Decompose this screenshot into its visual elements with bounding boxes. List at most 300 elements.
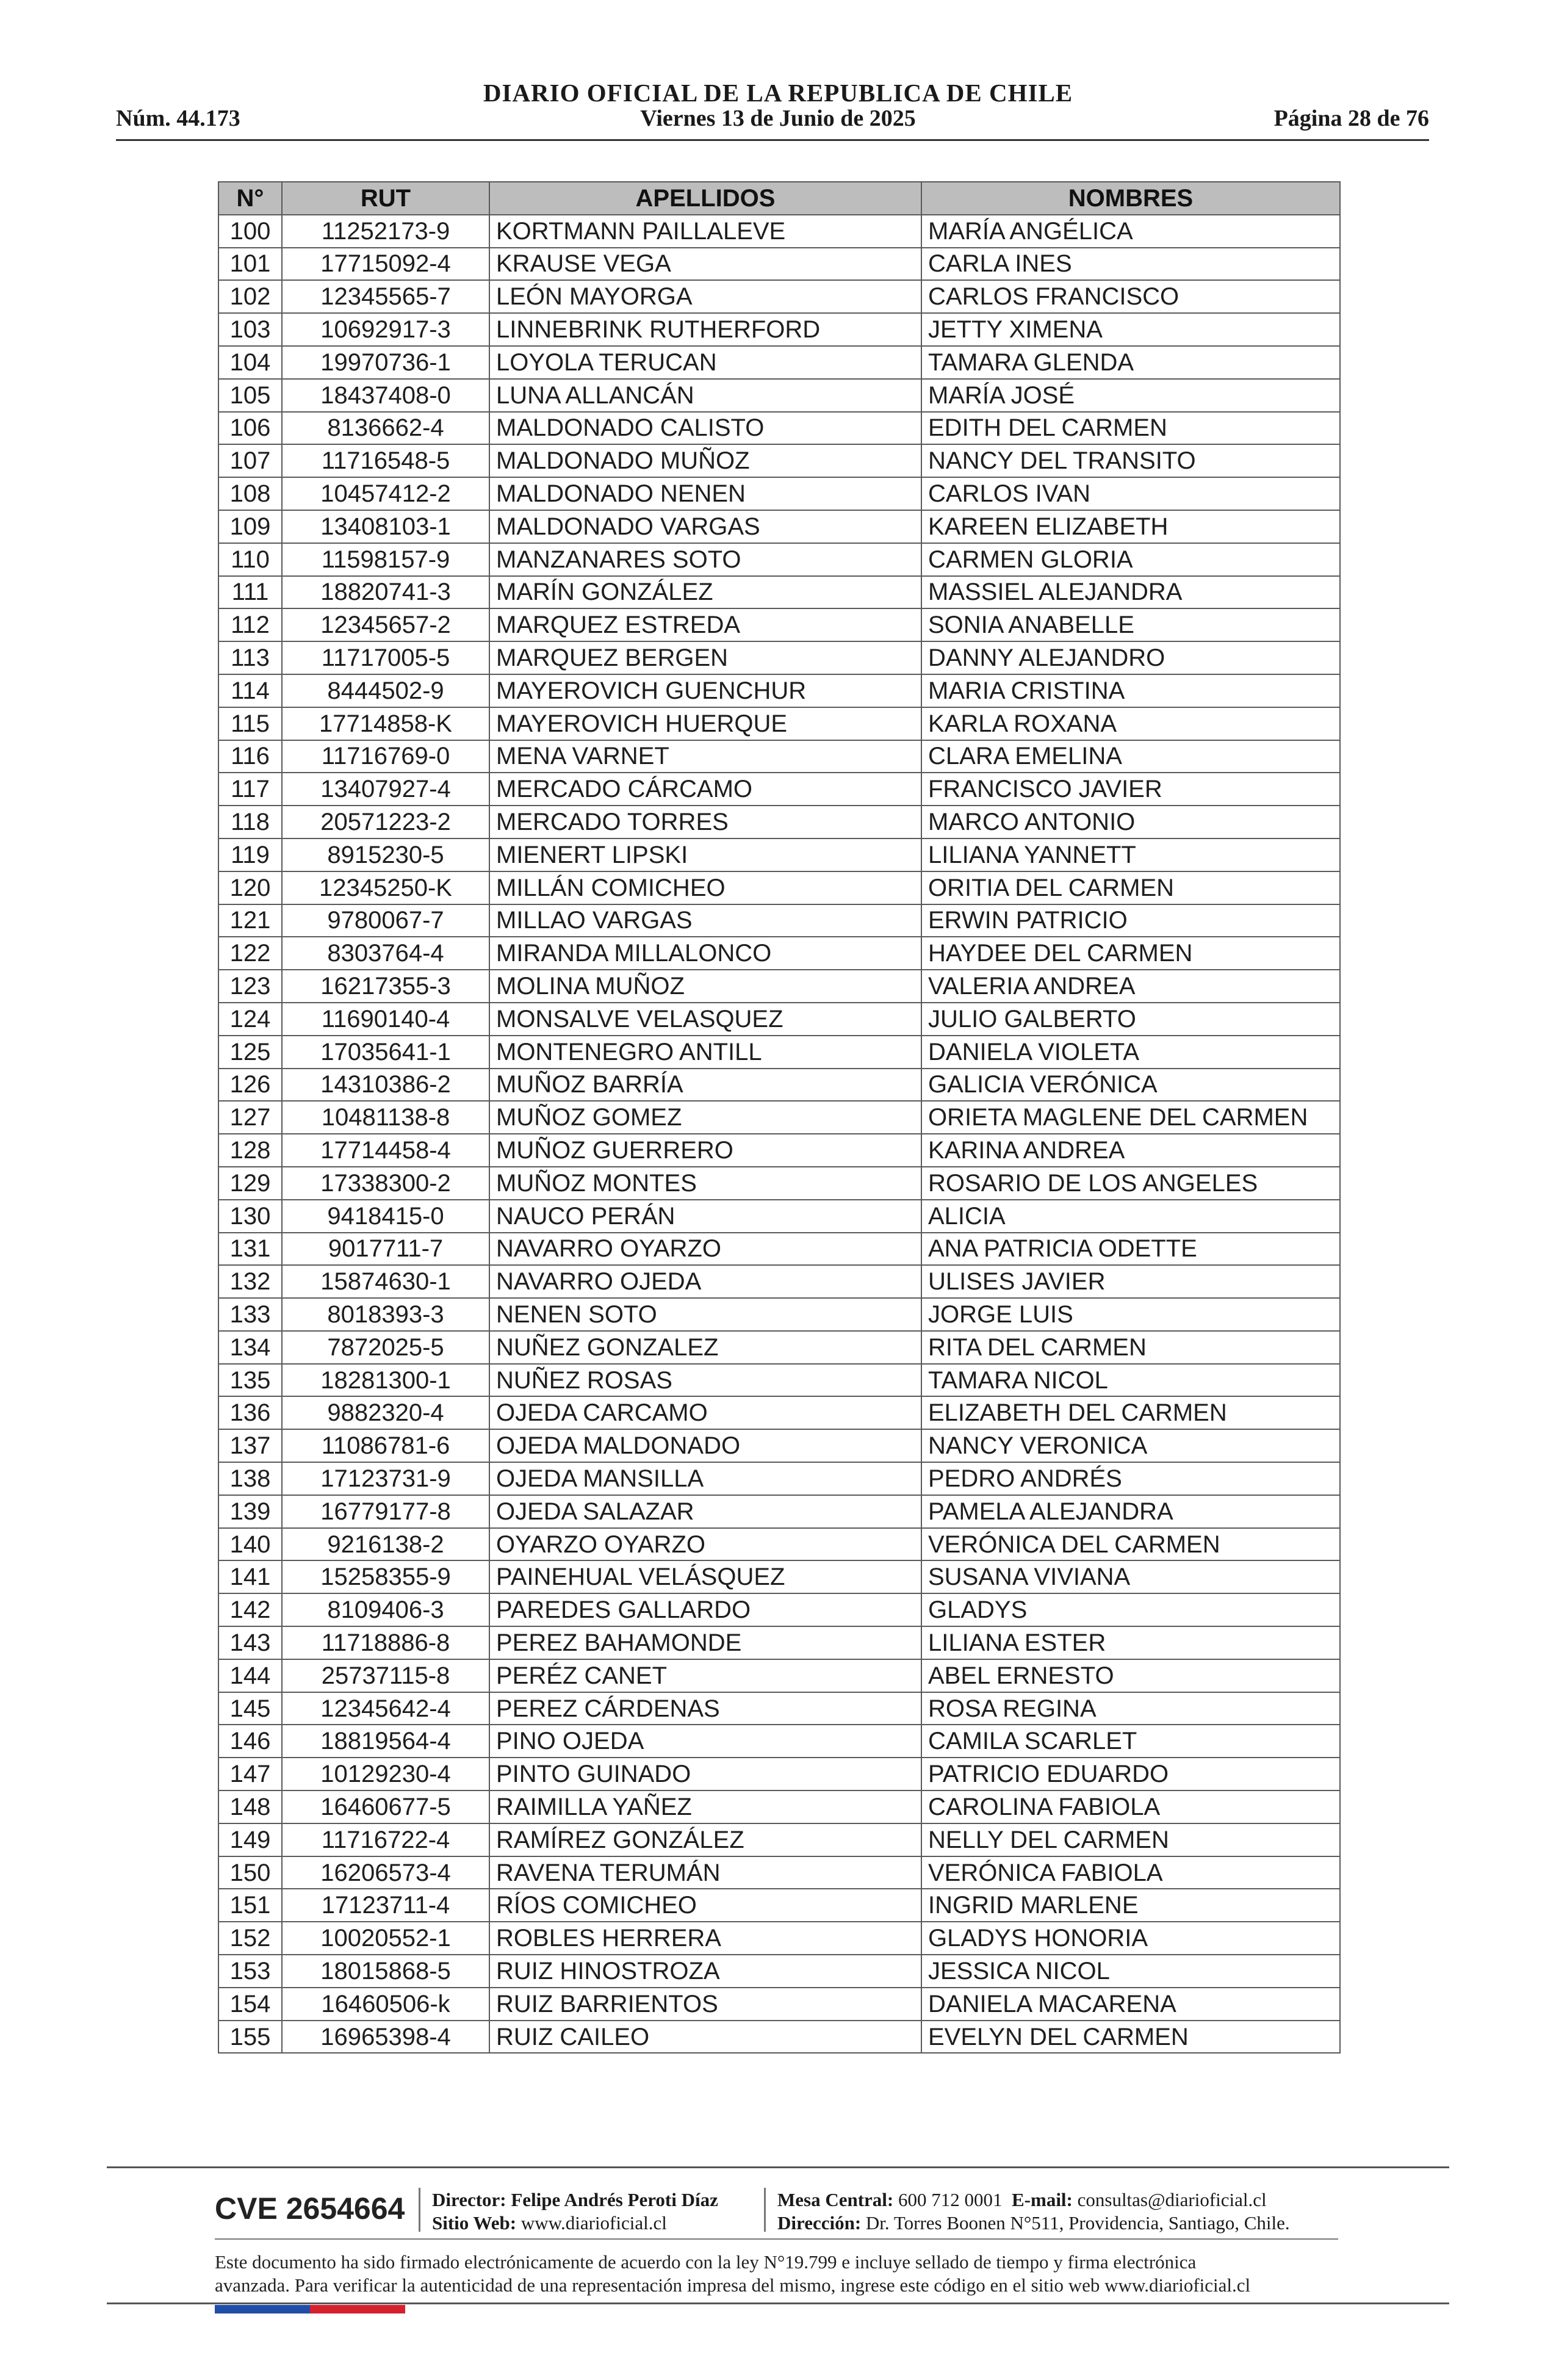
cell-apellidos: NUÑEZ GONZALEZ bbox=[489, 1331, 921, 1364]
cell-rut: 9017711-7 bbox=[282, 1233, 489, 1266]
cell-number: 128 bbox=[218, 1134, 282, 1167]
cell-rut: 10457412-2 bbox=[282, 477, 489, 510]
cell-apellidos: PAINEHUAL VELÁSQUEZ bbox=[489, 1560, 921, 1593]
cell-nombres: CLARA EMELINA bbox=[921, 740, 1340, 773]
cell-number: 131 bbox=[218, 1233, 282, 1266]
cell-number: 154 bbox=[218, 1988, 282, 2021]
table-row bbox=[218, 707, 1340, 740]
table-row bbox=[218, 1560, 1340, 1593]
cell-nombres: EDITH DEL CARMEN bbox=[921, 412, 1340, 445]
cell-rut: 9780067-7 bbox=[282, 904, 489, 937]
cell-rut: 16460677-5 bbox=[282, 1790, 489, 1823]
cell-apellidos: RUIZ CAILEO bbox=[489, 2021, 921, 2054]
cell-nombres: PEDRO ANDRÉS bbox=[921, 1462, 1340, 1495]
flag-stripe bbox=[215, 2305, 405, 2313]
cell-apellidos: RAIMILLA YAÑEZ bbox=[489, 1790, 921, 1823]
cell-apellidos: PERÉZ CANET bbox=[489, 1659, 921, 1692]
table-row bbox=[218, 1462, 1340, 1495]
cell-apellidos: OJEDA CARCAMO bbox=[489, 1396, 921, 1429]
cell-rut: 16779177-8 bbox=[282, 1495, 489, 1528]
cell-nombres: INGRID MARLENE bbox=[921, 1889, 1340, 1922]
cell-nombres: GLADYS bbox=[921, 1593, 1340, 1626]
cell-apellidos: NAUCO PERÁN bbox=[489, 1200, 921, 1233]
cell-apellidos: MERCADO CÁRCAMO bbox=[489, 773, 921, 806]
cell-apellidos: PAREDES GALLARDO bbox=[489, 1593, 921, 1626]
cell-apellidos: NENEN SOTO bbox=[489, 1298, 921, 1331]
cell-rut: 8136662-4 bbox=[282, 412, 489, 445]
table-row bbox=[218, 773, 1340, 806]
cell-rut: 12345565-7 bbox=[282, 280, 489, 313]
table-row bbox=[218, 937, 1340, 970]
column-header-rut: RUT bbox=[282, 182, 489, 215]
table-row bbox=[218, 1856, 1340, 1889]
cell-rut: 17123711-4 bbox=[282, 1889, 489, 1922]
cell-apellidos: NAVARRO OYARZO bbox=[489, 1233, 921, 1266]
cell-number: 113 bbox=[218, 641, 282, 674]
cell-nombres: ULISES JAVIER bbox=[921, 1265, 1340, 1298]
cell-apellidos: MALDONADO MUÑOZ bbox=[489, 444, 921, 477]
cell-rut: 11716548-5 bbox=[282, 444, 489, 477]
cell-apellidos: RUIZ BARRIENTOS bbox=[489, 1988, 921, 2021]
cell-apellidos: LUNA ALLANCÁN bbox=[489, 379, 921, 412]
table-row bbox=[218, 1758, 1340, 1790]
page-header bbox=[0, 0, 1556, 146]
cell-number: 146 bbox=[218, 1725, 282, 1758]
cell-number: 103 bbox=[218, 313, 282, 346]
cell-nombres: NELLY DEL CARMEN bbox=[921, 1823, 1340, 1856]
cell-apellidos: MUÑOZ GUERRERO bbox=[489, 1134, 921, 1167]
cell-nombres: SUSANA VIVIANA bbox=[921, 1560, 1340, 1593]
cell-number: 126 bbox=[218, 1069, 282, 1102]
cell-nombres: ERWIN PATRICIO bbox=[921, 904, 1340, 937]
cell-rut: 17714458-4 bbox=[282, 1134, 489, 1167]
cell-rut: 17035641-1 bbox=[282, 1036, 489, 1069]
cell-number: 119 bbox=[218, 838, 282, 871]
cell-number: 149 bbox=[218, 1823, 282, 1856]
cell-rut: 16965398-4 bbox=[282, 2021, 489, 2054]
cell-number: 125 bbox=[218, 1036, 282, 1069]
cell-apellidos: MUÑOZ MONTES bbox=[489, 1167, 921, 1200]
legal-line: avanzada. Para verificar la autenticidad de una representación impresa del mismo, ingrese este código en el sitio web www.diarioficial.cl bbox=[215, 2274, 1251, 2296]
cell-rut: 11717005-5 bbox=[282, 641, 489, 674]
cell-nombres: KARLA ROXANA bbox=[921, 707, 1340, 740]
cell-rut: 8303764-4 bbox=[282, 937, 489, 970]
cell-rut: 18819564-4 bbox=[282, 1725, 489, 1758]
cell-rut: 13408103-1 bbox=[282, 510, 489, 543]
cell-nombres: MARÍA JOSÉ bbox=[921, 379, 1340, 412]
cell-number: 108 bbox=[218, 477, 282, 510]
cell-apellidos: PEREZ CÁRDENAS bbox=[489, 1692, 921, 1725]
cell-rut: 16460506-k bbox=[282, 1988, 489, 2021]
cell-apellidos: RAVENA TERUMÁN bbox=[489, 1856, 921, 1889]
cell-apellidos: NUÑEZ ROSAS bbox=[489, 1364, 921, 1397]
cell-rut: 11598157-9 bbox=[282, 543, 489, 576]
table-row bbox=[218, 1036, 1340, 1069]
table-row bbox=[218, 576, 1340, 609]
contact-info bbox=[777, 2188, 1290, 2235]
cell-rut: 11716769-0 bbox=[282, 740, 489, 773]
cell-nombres: CARLOS FRANCISCO bbox=[921, 280, 1340, 313]
cell-number: 111 bbox=[218, 576, 282, 609]
cell-rut: 8018393-3 bbox=[282, 1298, 489, 1331]
cell-number: 117 bbox=[218, 773, 282, 806]
cell-apellidos: OYARZO OYARZO bbox=[489, 1528, 921, 1561]
cell-rut: 17715092-4 bbox=[282, 248, 489, 281]
table-row bbox=[218, 1528, 1340, 1561]
footer-divider-middle bbox=[215, 2238, 1338, 2240]
cell-number: 107 bbox=[218, 444, 282, 477]
cell-apellidos: PINO OJEDA bbox=[489, 1725, 921, 1758]
cell-apellidos: LEÓN MAYORGA bbox=[489, 280, 921, 313]
cell-number: 115 bbox=[218, 707, 282, 740]
cell-nombres: TAMARA GLENDA bbox=[921, 346, 1340, 379]
cell-nombres: KAREEN ELIZABETH bbox=[921, 510, 1340, 543]
cell-number: 152 bbox=[218, 1922, 282, 1955]
cell-number: 132 bbox=[218, 1265, 282, 1298]
cell-apellidos: OJEDA SALAZAR bbox=[489, 1495, 921, 1528]
cell-apellidos: KORTMANN PAILLALEVE bbox=[489, 215, 921, 248]
cell-nombres: GALICIA VERÓNICA bbox=[921, 1069, 1340, 1102]
website-label: Sitio Web: bbox=[432, 2212, 517, 2234]
cell-rut: 7872025-5 bbox=[282, 1331, 489, 1364]
cell-nombres: VERÓNICA DEL CARMEN bbox=[921, 1528, 1340, 1561]
cell-rut: 8444502-9 bbox=[282, 674, 489, 707]
table-row bbox=[218, 215, 1340, 248]
cell-rut: 8915230-5 bbox=[282, 838, 489, 871]
table-row bbox=[218, 1265, 1340, 1298]
cell-number: 110 bbox=[218, 543, 282, 576]
cell-rut: 18281300-1 bbox=[282, 1364, 489, 1397]
cell-rut: 10481138-8 bbox=[282, 1101, 489, 1134]
column-header-nombres: NOMBRES bbox=[921, 182, 1340, 215]
column-header-number: N° bbox=[218, 182, 282, 215]
cell-number: 109 bbox=[218, 510, 282, 543]
cell-nombres: ROSARIO DE LOS ANGELES bbox=[921, 1167, 1340, 1200]
cell-number: 145 bbox=[218, 1692, 282, 1725]
cell-apellidos: RÍOS COMICHEO bbox=[489, 1889, 921, 1922]
cell-nombres: NANCY DEL TRANSITO bbox=[921, 444, 1340, 477]
cell-number: 150 bbox=[218, 1856, 282, 1889]
table-row bbox=[218, 510, 1340, 543]
cell-number: 134 bbox=[218, 1331, 282, 1364]
cell-number: 148 bbox=[218, 1790, 282, 1823]
mesa-phone: 600 712 0001 bbox=[898, 2189, 1003, 2210]
cell-number: 124 bbox=[218, 1003, 282, 1036]
cell-nombres: MARÍA ANGÉLICA bbox=[921, 215, 1340, 248]
mesa-label: Mesa Central: bbox=[777, 2189, 894, 2210]
table-row bbox=[218, 248, 1340, 281]
cell-number: 136 bbox=[218, 1396, 282, 1429]
website-link[interactable]: www.diarioficial.cl bbox=[520, 2212, 667, 2234]
cell-number: 122 bbox=[218, 937, 282, 970]
cell-rut: 9216138-2 bbox=[282, 1528, 489, 1561]
cell-nombres: MARIA CRISTINA bbox=[921, 674, 1340, 707]
cell-nombres: DANNY ALEJANDRO bbox=[921, 641, 1340, 674]
cell-apellidos: MAYEROVICH GUENCHUR bbox=[489, 674, 921, 707]
cell-rut: 17714858-K bbox=[282, 707, 489, 740]
footer-divider-bottom bbox=[107, 2302, 1449, 2304]
publication-date: Viernes 13 de Junio de 2025 bbox=[640, 106, 916, 131]
cell-rut: 17123731-9 bbox=[282, 1462, 489, 1495]
cell-apellidos: RAMÍREZ GONZÁLEZ bbox=[489, 1823, 921, 1856]
cell-apellidos: MANZANARES SOTO bbox=[489, 543, 921, 576]
cell-nombres: NANCY VERONICA bbox=[921, 1429, 1340, 1462]
header-divider bbox=[116, 139, 1429, 141]
cell-number: 140 bbox=[218, 1528, 282, 1561]
publication-title: DIARIO OFICIAL DE LA REPUBLICA DE CHILE bbox=[483, 79, 1073, 107]
table-row bbox=[218, 1429, 1340, 1462]
cell-number: 116 bbox=[218, 740, 282, 773]
cell-apellidos: MALDONADO NENEN bbox=[489, 477, 921, 510]
cell-rut: 25737115-8 bbox=[282, 1659, 489, 1692]
cell-rut: 11690140-4 bbox=[282, 1003, 489, 1036]
cell-number: 123 bbox=[218, 970, 282, 1003]
table-row bbox=[218, 871, 1340, 904]
cve-code: CVE 2654664 bbox=[215, 2191, 405, 2226]
cell-nombres: JESSICA NICOL bbox=[921, 1955, 1340, 1988]
table-row bbox=[218, 970, 1340, 1003]
cell-rut: 12345657-2 bbox=[282, 608, 489, 641]
table-row bbox=[218, 1167, 1340, 1200]
cell-number: 120 bbox=[218, 871, 282, 904]
cell-nombres: ALICIA bbox=[921, 1200, 1340, 1233]
cell-rut: 18015868-5 bbox=[282, 1955, 489, 1988]
cell-number: 151 bbox=[218, 1889, 282, 1922]
table-row bbox=[218, 740, 1340, 773]
cell-rut: 11252173-9 bbox=[282, 215, 489, 248]
cell-rut: 19970736-1 bbox=[282, 346, 489, 379]
cell-nombres: ABEL ERNESTO bbox=[921, 1659, 1340, 1692]
cell-number: 112 bbox=[218, 608, 282, 641]
cell-apellidos: PINTO GUINADO bbox=[489, 1758, 921, 1790]
cell-number: 141 bbox=[218, 1560, 282, 1593]
cell-apellidos: LOYOLA TERUCAN bbox=[489, 346, 921, 379]
cell-apellidos: RUIZ HINOSTROZA bbox=[489, 1955, 921, 1988]
legal-notice bbox=[215, 2251, 1344, 2297]
table-row bbox=[218, 674, 1340, 707]
cell-number: 133 bbox=[218, 1298, 282, 1331]
email-link[interactable]: consultas@diarioficial.cl bbox=[1077, 2189, 1267, 2210]
issue-number: Núm. 44.173 bbox=[116, 106, 240, 131]
cell-nombres: KARINA ANDREA bbox=[921, 1134, 1340, 1167]
table-row bbox=[218, 444, 1340, 477]
cell-rut: 18820741-3 bbox=[282, 576, 489, 609]
cell-apellidos: MARQUEZ ESTREDA bbox=[489, 608, 921, 641]
cell-number: 147 bbox=[218, 1758, 282, 1790]
director-info bbox=[432, 2188, 718, 2235]
cell-apellidos: LINNEBRINK RUTHERFORD bbox=[489, 313, 921, 346]
cell-apellidos: ROBLES HERRERA bbox=[489, 1922, 921, 1955]
cell-apellidos: MALDONADO VARGAS bbox=[489, 510, 921, 543]
table-row bbox=[218, 1003, 1340, 1036]
cell-nombres: VERÓNICA FABIOLA bbox=[921, 1856, 1340, 1889]
email-label: E-mail: bbox=[1012, 2189, 1073, 2210]
cell-rut: 8109406-3 bbox=[282, 1593, 489, 1626]
cell-rut: 20571223-2 bbox=[282, 806, 489, 838]
footer-divider-top bbox=[107, 2166, 1449, 2168]
cell-rut: 9418415-0 bbox=[282, 1200, 489, 1233]
table-row bbox=[218, 608, 1340, 641]
cell-nombres: ROSA REGINA bbox=[921, 1692, 1340, 1725]
cell-number: 129 bbox=[218, 1167, 282, 1200]
table-row bbox=[218, 1823, 1340, 1856]
cell-apellidos: MAYEROVICH HUERQUE bbox=[489, 707, 921, 740]
table-row bbox=[218, 1233, 1340, 1266]
cell-number: 118 bbox=[218, 806, 282, 838]
cell-nombres: JULIO GALBERTO bbox=[921, 1003, 1340, 1036]
cell-apellidos: MONTENEGRO ANTILL bbox=[489, 1036, 921, 1069]
table-row bbox=[218, 379, 1340, 412]
cell-nombres: SONIA ANABELLE bbox=[921, 608, 1340, 641]
cell-nombres: CARLOS IVAN bbox=[921, 477, 1340, 510]
table-row bbox=[218, 477, 1340, 510]
table-row bbox=[218, 1626, 1340, 1659]
table-row bbox=[218, 1790, 1340, 1823]
cell-rut: 10129230-4 bbox=[282, 1758, 489, 1790]
cell-number: 127 bbox=[218, 1101, 282, 1134]
table-row bbox=[218, 346, 1340, 379]
page-number: Página 28 de 76 bbox=[1273, 106, 1429, 131]
cell-rut: 9882320-4 bbox=[282, 1396, 489, 1429]
cell-nombres: TAMARA NICOL bbox=[921, 1364, 1340, 1397]
table-row bbox=[218, 838, 1340, 871]
cell-number: 101 bbox=[218, 248, 282, 281]
table-row bbox=[218, 1200, 1340, 1233]
cell-rut: 11086781-6 bbox=[282, 1429, 489, 1462]
cell-nombres: HAYDEE DEL CARMEN bbox=[921, 937, 1340, 970]
flag-red-band bbox=[310, 2305, 405, 2313]
cell-number: 105 bbox=[218, 379, 282, 412]
cell-rut: 18437408-0 bbox=[282, 379, 489, 412]
table-row bbox=[218, 1069, 1340, 1102]
cell-apellidos: MARQUEZ BERGEN bbox=[489, 641, 921, 674]
table-row bbox=[218, 1396, 1340, 1429]
cell-number: 153 bbox=[218, 1955, 282, 1988]
cell-rut: 12345250-K bbox=[282, 871, 489, 904]
cell-apellidos: MILLÁN COMICHEO bbox=[489, 871, 921, 904]
cell-nombres: LILIANA YANNETT bbox=[921, 838, 1340, 871]
cell-nombres: EVELYN DEL CARMEN bbox=[921, 2021, 1340, 2054]
table-row bbox=[218, 1331, 1340, 1364]
table-row bbox=[218, 280, 1340, 313]
legal-line: Este documento ha sido firmado electrónicamente de acuerdo con la ley N°19.799 e incluye sellado de tiempo y firma electrónica bbox=[215, 2251, 1197, 2273]
cell-rut: 11718886-8 bbox=[282, 1626, 489, 1659]
cell-apellidos: MUÑOZ GOMEZ bbox=[489, 1101, 921, 1134]
cell-apellidos: MOLINA MUÑOZ bbox=[489, 970, 921, 1003]
table-row bbox=[218, 543, 1340, 576]
cell-number: 104 bbox=[218, 346, 282, 379]
table-row bbox=[218, 1889, 1340, 1922]
cell-apellidos: OJEDA MANSILLA bbox=[489, 1462, 921, 1495]
page-footer bbox=[0, 2154, 1556, 2380]
cell-number: 135 bbox=[218, 1364, 282, 1397]
cell-rut: 15258355-9 bbox=[282, 1560, 489, 1593]
cell-nombres: ORITIA DEL CARMEN bbox=[921, 871, 1340, 904]
column-header-apellidos: APELLIDOS bbox=[489, 182, 921, 215]
cell-apellidos: MILLAO VARGAS bbox=[489, 904, 921, 937]
cell-number: 114 bbox=[218, 674, 282, 707]
footer-separator bbox=[764, 2188, 766, 2232]
footer-separator bbox=[419, 2188, 420, 2232]
cell-rut: 14310386-2 bbox=[282, 1069, 489, 1102]
cell-nombres: PAMELA ALEJANDRA bbox=[921, 1495, 1340, 1528]
table-row bbox=[218, 412, 1340, 445]
cell-number: 137 bbox=[218, 1429, 282, 1462]
cell-apellidos: MENA VARNET bbox=[489, 740, 921, 773]
cell-nombres: ELIZABETH DEL CARMEN bbox=[921, 1396, 1340, 1429]
cell-nombres: DANIELA MACARENA bbox=[921, 1988, 1340, 2021]
cell-rut: 16217355-3 bbox=[282, 970, 489, 1003]
cell-nombres: ANA PATRICIA ODETTE bbox=[921, 1233, 1340, 1266]
table-row bbox=[218, 1659, 1340, 1692]
cell-apellidos: KRAUSE VEGA bbox=[489, 248, 921, 281]
cell-number: 100 bbox=[218, 215, 282, 248]
cell-rut: 13407927-4 bbox=[282, 773, 489, 806]
cell-nombres: CARLA INES bbox=[921, 248, 1340, 281]
cell-apellidos: PEREZ BAHAMONDE bbox=[489, 1626, 921, 1659]
cell-apellidos: MIRANDA MILLALONCO bbox=[489, 937, 921, 970]
cell-number: 155 bbox=[218, 2021, 282, 2054]
cell-nombres: LILIANA ESTER bbox=[921, 1626, 1340, 1659]
table-row bbox=[218, 641, 1340, 674]
table-header-row bbox=[218, 182, 1340, 215]
cell-number: 106 bbox=[218, 412, 282, 445]
table-row bbox=[218, 904, 1340, 937]
address-value: Dr. Torres Boonen N°511, Providencia, Santiago, Chile. bbox=[865, 2212, 1290, 2234]
table-row bbox=[218, 1298, 1340, 1331]
cell-apellidos: MIENERT LIPSKI bbox=[489, 838, 921, 871]
table-row bbox=[218, 2021, 1340, 2054]
cell-number: 139 bbox=[218, 1495, 282, 1528]
cell-nombres: PATRICIO EDUARDO bbox=[921, 1758, 1340, 1790]
cell-nombres: ORIETA MAGLENE DEL CARMEN bbox=[921, 1101, 1340, 1134]
cell-rut: 11716722-4 bbox=[282, 1823, 489, 1856]
cell-rut: 10020552-1 bbox=[282, 1922, 489, 1955]
cell-nombres: DANIELA VIOLETA bbox=[921, 1036, 1340, 1069]
flag-blue-band bbox=[215, 2305, 310, 2313]
cell-apellidos: MALDONADO CALISTO bbox=[489, 412, 921, 445]
cell-nombres: MASSIEL ALEJANDRA bbox=[921, 576, 1340, 609]
address-label: Dirección: bbox=[777, 2212, 862, 2234]
cell-apellidos: MERCADO TORRES bbox=[489, 806, 921, 838]
cell-number: 102 bbox=[218, 280, 282, 313]
cell-nombres: CARMEN GLORIA bbox=[921, 543, 1340, 576]
table-body bbox=[218, 215, 1340, 2054]
director-label: Director: bbox=[432, 2189, 506, 2210]
cell-nombres: JETTY XIMENA bbox=[921, 313, 1340, 346]
table-row bbox=[218, 1593, 1340, 1626]
beneficiaries-table bbox=[218, 181, 1341, 2054]
cell-nombres: JORGE LUIS bbox=[921, 1298, 1340, 1331]
table-row bbox=[218, 313, 1340, 346]
cell-rut: 10692917-3 bbox=[282, 313, 489, 346]
table-row bbox=[218, 1955, 1340, 1988]
table-row bbox=[218, 1988, 1340, 2021]
cell-nombres: CAMILA SCARLET bbox=[921, 1725, 1340, 1758]
cell-number: 144 bbox=[218, 1659, 282, 1692]
cell-number: 121 bbox=[218, 904, 282, 937]
cell-rut: 15874630-1 bbox=[282, 1265, 489, 1298]
table-row bbox=[218, 1692, 1340, 1725]
table-row bbox=[218, 1725, 1340, 1758]
cell-rut: 17338300-2 bbox=[282, 1167, 489, 1200]
cell-nombres: VALERIA ANDREA bbox=[921, 970, 1340, 1003]
cell-number: 142 bbox=[218, 1593, 282, 1626]
table-row bbox=[218, 1134, 1340, 1167]
cell-apellidos: MONSALVE VELASQUEZ bbox=[489, 1003, 921, 1036]
cell-apellidos: NAVARRO OJEDA bbox=[489, 1265, 921, 1298]
cell-apellidos: OJEDA MALDONADO bbox=[489, 1429, 921, 1462]
